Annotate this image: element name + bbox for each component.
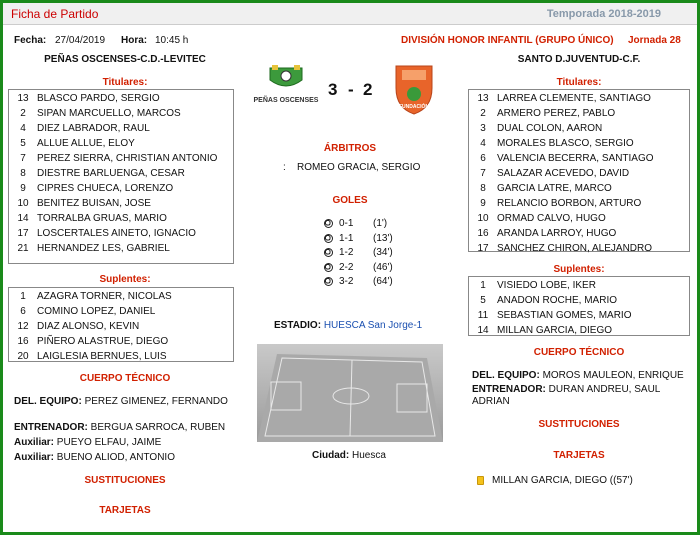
player-number: 4 (480, 138, 486, 149)
away-starter-player-row[interactable] (469, 196, 689, 211)
score-home: 3 (328, 80, 338, 99)
player-number: 14 (477, 325, 489, 336)
player-name[interactable]: HERNANDEZ LES, GABRIEL (37, 243, 170, 254)
home-team-logo[interactable] (253, 62, 319, 118)
referee-name: ROMEO GRACIA, SERGIO (297, 162, 421, 173)
player-number: 13 (17, 93, 29, 104)
away-staff-2 (472, 384, 692, 408)
away-staff-heading: CUERPO TÉCNICO (533, 347, 625, 358)
away-sub-player-row[interactable] (469, 323, 689, 338)
time-value: 10:45 h (155, 35, 189, 46)
soccer-ball-icon (324, 234, 333, 243)
goal-minute: (1') (373, 218, 388, 229)
player-number: 13 (477, 93, 489, 104)
player-name[interactable]: DIAZ ALONSO, KEVIN (37, 321, 140, 332)
goal-score: 1-1 (339, 232, 354, 244)
player-name[interactable]: MILLAN GARCIA, DIEGO (497, 325, 613, 336)
player-name[interactable]: SEBASTIAN GOMES, MARIO (497, 310, 632, 321)
home-starter-player-row[interactable] (9, 226, 233, 241)
away-staff-name: DURAN ANDREU, SAUL ADRIAN (472, 384, 660, 407)
home-starter-player-row[interactable] (9, 136, 233, 151)
player-name[interactable]: CIPRES CHUECA, LORENZO (37, 183, 174, 194)
away-logo-text: FUNDACIÓN (399, 104, 429, 110)
player-name[interactable]: ORMAD CALVO, HUGO (497, 213, 606, 224)
player-number: 9 (20, 183, 26, 194)
away-starter-player-row[interactable] (469, 106, 689, 121)
player-name[interactable]: VALENCIA BECERRA, SANTIAGO (497, 153, 654, 164)
player-name[interactable]: ARMERO PEREZ, PABLO (497, 108, 616, 119)
player-name[interactable]: LOSCERTALES AINETO, IGNACIO (37, 228, 196, 239)
away-starter-player-row[interactable] (469, 181, 689, 196)
home-starters-heading: Titulares: (102, 77, 148, 88)
home-starter-player-row[interactable] (9, 181, 233, 196)
player-number: 17 (17, 228, 29, 239)
away-team-name[interactable]: SANTO D.JUVENTUD-C.F. (517, 54, 641, 65)
away-subs-events-heading: SUSTITUCIONES (538, 419, 620, 430)
away-card-row (477, 475, 633, 486)
player-name[interactable]: SANCHEZ CHIRON, ALEJANDRO (497, 243, 653, 254)
goal-score: 1-2 (339, 247, 354, 258)
time-label: Hora: (121, 35, 148, 46)
goal-score: 2-2 (339, 261, 354, 273)
home-cards-heading: TARJETAS (99, 505, 151, 516)
home-staff-name: BERGUA SARROCA, RUBEN (90, 422, 226, 433)
player-name[interactable]: BENITEZ BUISAN, JOSE (37, 198, 151, 209)
goal-score: 3-2 (339, 276, 354, 287)
away-sub-player-row[interactable] (469, 278, 689, 293)
matchday: Jornada 28 (628, 35, 681, 46)
away-staff-name: MOROS MAULEON, ENRIQUE (542, 370, 684, 381)
home-staff-role: Auxiliar: (14, 452, 55, 463)
home-subs-list (8, 287, 234, 362)
goal-minute: (34') (373, 247, 393, 258)
football-pitch-icon (257, 344, 443, 442)
top-bar (3, 3, 697, 25)
goal-minute: (13') (373, 232, 393, 244)
home-crest-icon (253, 62, 319, 118)
goal-minute: (64') (373, 276, 393, 287)
player-number: 8 (480, 183, 486, 194)
player-number: 8 (20, 168, 26, 179)
home-staff-name: BUENO ALIOD, ANTONIO (56, 452, 175, 463)
soccer-ball-icon (324, 219, 333, 228)
away-starter-player-row[interactable] (469, 91, 689, 106)
player-number: 11 (477, 310, 489, 321)
home-staff-role: Auxiliar: (14, 437, 55, 448)
goals-heading: GOLES (332, 195, 368, 206)
player-number: 10 (477, 213, 489, 224)
page-title: Ficha de Partido (11, 7, 99, 21)
player-number: 1 (20, 291, 26, 302)
player-name[interactable]: GARCIA LATRE, MARCO (497, 183, 612, 194)
player-number: 7 (20, 153, 26, 164)
away-staff-1 (472, 370, 684, 381)
competition-name: DIVISIÓN HONOR INFANTIL (GRUPO ÚNICO) (401, 35, 614, 46)
referee-role: : (283, 162, 286, 173)
home-sub-player-row[interactable] (9, 289, 233, 304)
home-team-name[interactable]: PEÑAS OSCENSES-C.D.-LEVITEC (44, 54, 206, 65)
away-starter-player-row[interactable] (469, 151, 689, 166)
player-name[interactable]: DIESTRE BARLUENGA, CESAR (37, 168, 185, 179)
away-subs-heading: Suplentes: (553, 264, 605, 275)
stadium-label: ESTADIO: (274, 320, 322, 331)
away-crest-icon (390, 62, 438, 118)
home-starter-player-row[interactable] (9, 166, 233, 181)
away-cards-heading: TARJETAS (553, 450, 605, 461)
home-starter-player-row[interactable] (9, 106, 233, 121)
home-starter-player-row[interactable] (9, 91, 233, 106)
goal-minute: (46') (373, 261, 393, 273)
away-starter-player-row[interactable] (469, 166, 689, 181)
player-name[interactable]: SIPAN MARCUELLO, MARCOS (37, 108, 181, 119)
player-number: 9 (480, 198, 486, 209)
player-number: 4 (20, 123, 26, 134)
home-starters-list (8, 89, 234, 264)
player-name[interactable]: SALAZAR ACEVEDO, DAVID (497, 168, 630, 179)
player-name[interactable]: ALLUE ALLUE, ELOY (37, 138, 135, 149)
stadium-photo (257, 344, 443, 442)
player-number: 16 (477, 228, 489, 239)
player-number: 14 (17, 213, 29, 224)
referees-heading: ÁRBITROS (323, 143, 377, 154)
away-starters-heading: Titulares: (556, 77, 602, 88)
home-staff-4 (14, 452, 175, 463)
player-name[interactable]: ANADON ROCHE, MARIO (497, 295, 618, 306)
player-number: 6 (20, 306, 26, 317)
player-name[interactable]: PIÑERO ALASTRUE, DIEGO (37, 336, 169, 347)
home-starter-player-row[interactable] (9, 211, 233, 226)
home-staff-name: PUEYO ELFAU, JAIME (56, 437, 162, 448)
player-name[interactable]: TORRALBA GRUAS, MARIO (37, 213, 167, 224)
player-number: 12 (17, 321, 29, 332)
yellow-card-icon (477, 476, 484, 485)
home-staff-3 (14, 437, 161, 448)
goal-row (324, 218, 387, 229)
away-starter-player-row[interactable] (469, 121, 689, 136)
player-name[interactable]: MORALES BLASCO, SERGIO (497, 138, 634, 149)
city-label: Ciudad: (312, 450, 350, 461)
player-name[interactable]: DIEZ LABRADOR, RAUL (37, 123, 150, 134)
home-staff-role: DEL. EQUIPO: (14, 396, 82, 407)
player-number: 5 (480, 295, 486, 306)
home-starter-player-row[interactable] (9, 121, 233, 136)
player-number: 6 (480, 153, 486, 164)
goal-row (324, 262, 393, 273)
away-staff-role: DEL. EQUIPO: (472, 370, 540, 381)
away-card-player: MILLAN GARCIA, DIEGO ((57') (492, 475, 633, 486)
player-number: 2 (20, 108, 26, 119)
home-staff-name: PEREZ GIMENEZ, FERNANDO (84, 396, 228, 407)
goal-score: 0-1 (339, 218, 354, 229)
player-name[interactable]: BLASCO PARDO, SERGIO (37, 93, 160, 104)
player-name[interactable]: LAIGLESIA BERNUES, LUIS (37, 351, 167, 362)
player-name[interactable]: RELANCIO BORBON, ARTURO (497, 198, 642, 209)
player-number: 7 (480, 168, 486, 179)
away-starter-player-row[interactable] (469, 211, 689, 226)
soccer-ball-icon (324, 277, 333, 286)
away-sub-player-row[interactable] (469, 308, 689, 323)
player-name[interactable]: AZAGRA TORNER, NICOLAS (37, 291, 172, 302)
goal-row (324, 233, 393, 244)
away-starter-player-row[interactable] (469, 226, 689, 241)
score-separator: - (348, 80, 354, 99)
away-sub-player-row[interactable] (469, 293, 689, 308)
away-team-logo[interactable] (390, 62, 438, 118)
home-starter-player-row[interactable] (9, 241, 233, 256)
home-sub-player-row[interactable] (9, 334, 233, 349)
player-number: 1 (480, 280, 486, 291)
home-starter-player-row[interactable] (9, 196, 233, 211)
home-logo-text: PEÑAS OSCENSES (253, 97, 319, 104)
goal-row (324, 276, 393, 287)
player-number: 5 (20, 138, 26, 149)
player-name[interactable]: PEREZ SIERRA, CHRISTIAN ANTONIO (37, 153, 218, 164)
away-subs-list (468, 276, 690, 336)
goal-row (324, 247, 393, 258)
player-name[interactable]: COMINO LOPEZ, DANIEL (37, 306, 156, 317)
home-staff-heading: CUERPO TÉCNICO (79, 373, 171, 384)
player-number: 3 (480, 123, 486, 134)
player-number: 17 (477, 243, 489, 254)
home-sub-player-row[interactable] (9, 304, 233, 319)
stadium-link[interactable]: HUESCA San Jorge-1 (323, 320, 423, 331)
home-starter-player-row[interactable] (9, 151, 233, 166)
soccer-ball-icon (324, 263, 333, 272)
date-value: 27/04/2019 (55, 35, 106, 46)
home-sub-player-row[interactable] (9, 349, 233, 364)
away-starter-player-row[interactable] (469, 241, 689, 256)
player-name[interactable]: LARREA CLEMENTE, SANTIAGO (497, 93, 651, 104)
player-number: 16 (17, 336, 29, 347)
city-line (312, 450, 386, 461)
season-label: Temporada 2018-2019 (546, 8, 661, 20)
soccer-ball-icon (324, 248, 333, 257)
away-starter-player-row[interactable] (469, 136, 689, 151)
home-sub-player-row[interactable] (9, 319, 233, 334)
home-subs-events-heading: SUSTITUCIONES (84, 475, 166, 486)
score-away: 2 (363, 80, 373, 99)
home-subs-heading: Suplentes: (99, 274, 151, 285)
home-staff-1 (14, 396, 236, 408)
away-starters-list (468, 89, 690, 252)
city-value: Huesca (352, 450, 386, 461)
away-staff-role: ENTRENADOR: (472, 384, 546, 395)
home-staff-role: ENTRENADOR: (14, 422, 88, 433)
player-number: 20 (17, 351, 29, 362)
player-number: 21 (17, 243, 29, 254)
player-number: 2 (480, 108, 486, 119)
player-name[interactable]: ARANDA LARROY, HUGO (497, 228, 617, 239)
player-number: 10 (17, 198, 29, 209)
stadium-line (274, 320, 422, 331)
player-name[interactable]: DUAL COLON, AARON (497, 123, 603, 134)
date-label: Fecha: (14, 35, 47, 46)
player-name[interactable]: VISIEDO LOBE, IKER (497, 280, 596, 291)
home-staff-2 (14, 422, 225, 433)
